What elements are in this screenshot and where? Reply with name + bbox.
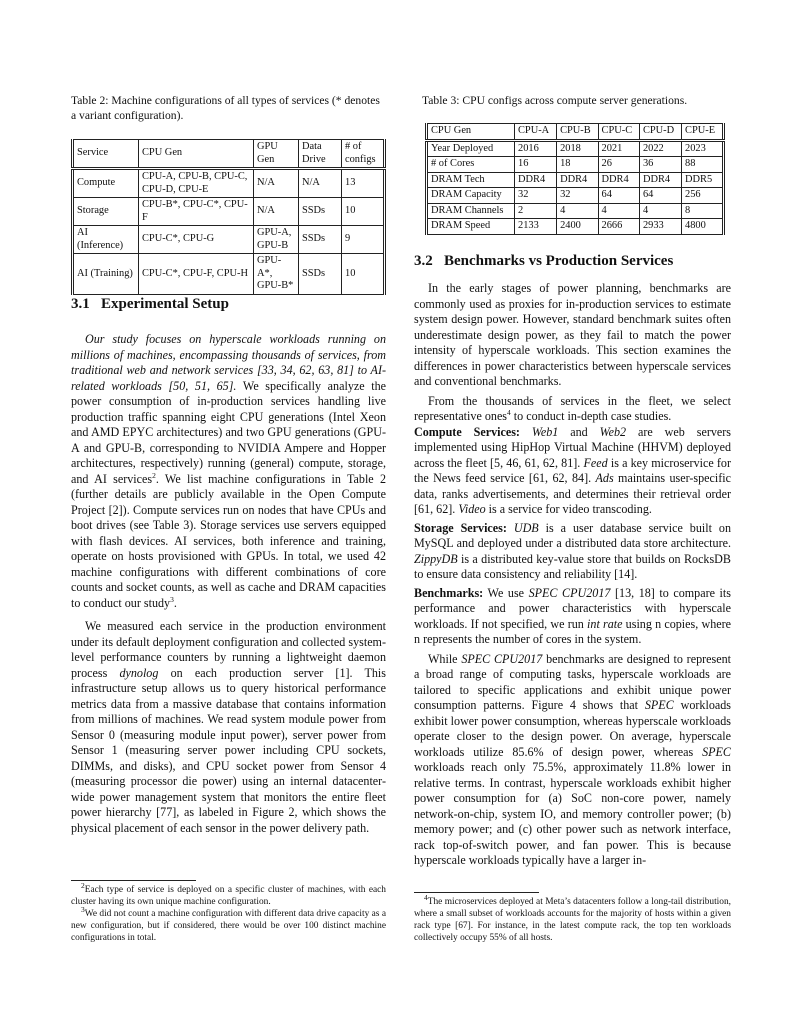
table-cell: N/A: [299, 169, 342, 198]
section-3-2-body: [414, 281, 731, 869]
footnote: [71, 880, 386, 908]
table-cell: 2016: [515, 140, 557, 157]
table-cell: 2133: [515, 219, 557, 235]
table-cell: # of Cores: [427, 157, 515, 173]
italic-text: Our study focuses on hyperscale workloads running on millions of machines, encompassing thousands of services, from traditional web and network services [33, 34, 62, 63, 81] to AI-related workloads [50, 51, 65].: [71, 332, 386, 393]
table-cell: DDR4: [639, 172, 681, 188]
table-cell: 8: [682, 203, 724, 219]
table3-header-cell: CPU-E: [682, 124, 724, 141]
table2-header-cell: Service: [73, 140, 139, 169]
footnote-text: Each type of service is deployed on a specific cluster of machines, with each cluster having its own unique machine configuration.: [71, 885, 386, 907]
paragraph: [71, 332, 386, 611]
table-cell: CPU-A, CPU-B, CPU-C, CPU-D, CPU-E: [139, 169, 254, 198]
italic-text: Feed: [583, 455, 608, 470]
run-in-heading: Storage Services:: [414, 520, 507, 535]
table3-header-cell: CPU-A: [515, 124, 557, 141]
table2-header-row: [73, 140, 385, 169]
table2-header-cell: CPU Gen: [139, 140, 254, 169]
paragraph: [414, 394, 731, 425]
table3-caption: [422, 93, 731, 108]
table-cell: SSDs: [299, 254, 342, 295]
table-cell: 18: [557, 157, 598, 173]
paragraph: [71, 619, 386, 836]
table2-header-cell: # of configs: [342, 140, 385, 169]
italic-text: SPEC CPU2017: [461, 651, 543, 666]
table-cell: DDR4: [598, 172, 639, 188]
table-cell: Storage: [73, 198, 139, 226]
section-title: Experimental Setup: [101, 296, 229, 312]
body-text: . We list machine configurations in Table 2 (further details are publicly available in the Open Compute Project [2]). Compute services run on nodes that have CPUs and boot drives (see Table 3). Storage services use servers equipped with flash devices. AI services, both inference and training, operate on hosts provisioned with GPUs. In total, we used 42 machine configurations with different combinations of core counts and socket counts, as well as cache and DRAM capacities to conduct our study: [71, 471, 387, 610]
body-text: We use: [483, 585, 529, 600]
footnote-rule: [71, 880, 196, 881]
body-text: In the early stages of power planning, benchmarks are commonly used as proxies for in-production services to estimate system design power. However, standard benchmark suites often underestimate design power, as they fail to match the power intensity of hyperscale workloads. This section examines the differences in power characteristics between hyperscale services and conventional benchmarks.: [414, 281, 731, 388]
body-text: are web servers implemented using HipHop Virtual Machine (HHVM) deployed across the fleet [5, 46, 61, 62, 81].: [414, 424, 731, 470]
italic-text: Web1: [531, 424, 559, 439]
footnote-mark: 2: [152, 470, 156, 480]
table-cell: 2: [515, 203, 557, 219]
table-row: [73, 198, 385, 226]
table-cell: N/A: [254, 198, 299, 226]
footnotes-left: [71, 880, 386, 944]
body-text: is a key microservice for the News feed service [61, 62, 84].: [414, 455, 731, 485]
italic-text: SPEC: [644, 698, 674, 712]
italic-text: SPEC: [702, 744, 731, 759]
table-cell: 4: [598, 203, 639, 219]
table3-caption-text: Table 3: CPU configs across compute server generations.: [422, 94, 688, 107]
italic-text: dynolog: [119, 665, 159, 680]
table3-header-row: [427, 124, 724, 141]
italic-text: Ads: [595, 471, 614, 485]
paragraph: [414, 586, 731, 648]
table-cell: 64: [598, 188, 639, 204]
table-cell: 10: [342, 254, 385, 295]
footnotes-right: [414, 892, 731, 944]
section-number: 3.1: [71, 296, 90, 312]
table-cell: Year Deployed: [427, 140, 515, 157]
table-cell: 26: [598, 157, 639, 173]
table3: [425, 123, 725, 235]
table-cell: 16: [515, 157, 557, 173]
table-cell: 2021: [598, 140, 639, 157]
italic-text: Video: [458, 502, 486, 516]
section-title: Benchmarks vs Production Services: [444, 253, 674, 269]
body-text: to conduct in-depth case studies.: [510, 409, 672, 423]
body-text: [13, 18] to compare its performance and power characteristics with hyperscale workloads. If not specified, we run: [414, 585, 731, 631]
footnote-mark: 3: [81, 904, 85, 914]
table-cell: 32: [557, 188, 598, 204]
body-text: on each production server [1]. This infrastructure setup allows us to query historical performance metrics data from a massive database that contains information from millions of machines. We read system module power from Sensor 0 (measuring module input power), server power from Sensor 1 (measuring server power including CPU sockets, DIMMs, and disks), and CPU socket power from Sensor 4 (measuring processor die power) using an internal datacenter-wide power management system that monitors the entire fleet power hierarchy [77], as labeled in Figure 2, which shows the physical placement of each sensor in the power delivery path.: [71, 665, 386, 835]
footnote-mark: 4: [507, 407, 511, 417]
footnote-text: The microservices deployed at Meta’s datacenters follow a long-tail distribution, where a small subset of workloads accounts for the majority of hosts within a given rack type [67]. For instance, in the latest compute rack, the top ten workloads collectively occupy 55% of all hosts.: [414, 897, 731, 943]
footnote-mark: 4: [424, 892, 428, 902]
section-3-1-body: [71, 332, 386, 836]
footnote-mark: 2: [81, 880, 85, 890]
table-cell: CPU-C*, CPU-F, CPU-H: [139, 254, 254, 295]
body-text: workloads reach only 75.5%, approximately 11.8% lower in relative terms. In contrast, hyperscale workloads exhibit higher power consumption for (a) SoC non-core power, namely network-on-chip, system IO, and memory controller power; (b) memory power; and (c) other power such as network interface, rack top-of-switch power, and fan power. This is because hyperscale workloads typically have a larger in-: [414, 760, 731, 867]
table-cell: 2022: [639, 140, 681, 157]
table-cell: GPU-A, GPU-B: [254, 226, 299, 254]
table-cell: 9: [342, 226, 385, 254]
body-text: is a distributed key-value store that builds on RocksDB to ensure data consistency and reliability [14].: [414, 551, 731, 581]
table-cell: GPU-A*, GPU-B*: [254, 254, 299, 295]
paragraph: [414, 521, 731, 583]
table-cell: 4800: [682, 219, 724, 235]
table-cell: DDR4: [557, 172, 598, 188]
table-cell: DDR4: [515, 172, 557, 188]
table-cell: 32: [515, 188, 557, 204]
table-cell: N/A: [254, 169, 299, 198]
footnote: [71, 904, 386, 944]
table-cell: DRAM Speed: [427, 219, 515, 235]
body-text: From the thousands of services in the fleet, we select representative ones: [414, 393, 731, 423]
section-heading-3-1: [71, 296, 229, 313]
footnote: [414, 892, 731, 944]
body-text: We specifically analyze the power consumption of in-production services handling live production traffic spanning eight CPU generations (Intel Xeon and AMD EPYC architectures) and two GPU generations (GPU-A and GPU-B, corresponding to NVIDIA Ampere and Hopper architectures, respectively) running (general) compute, storage, and AI services: [71, 378, 386, 486]
table3-header-cell: CPU-D: [639, 124, 681, 141]
italic-text: SPEC CPU2017: [528, 585, 611, 600]
table-cell: 2933: [639, 219, 681, 235]
table-row: [427, 203, 724, 219]
table-row: [427, 140, 724, 157]
paragraph: [414, 281, 731, 390]
table2-header-cell: Data Drive: [299, 140, 342, 169]
body-text: .: [173, 595, 177, 610]
table2-caption: [71, 93, 386, 123]
table-cell: DRAM Capacity: [427, 188, 515, 204]
table-cell: 4: [557, 203, 598, 219]
paragraph: [414, 652, 731, 869]
table-cell: DRAM Tech: [427, 172, 515, 188]
italic-text: int rate: [587, 616, 623, 631]
body-text: benchmarks are designed to represent a broad range of computing tasks, hyperscale workloads are tailored to specific applications and exhibit unique power consumption patterns. Figure 4 shows that: [414, 651, 731, 712]
table-row: [427, 219, 724, 235]
table-row: [427, 157, 724, 173]
table-cell: 2400: [557, 219, 598, 235]
footnote-text: We did not count a machine configuration with different data drive capacity as a new configuration, but if considered, there would be over 100 distinct machine configurations in total.: [71, 909, 386, 943]
table-cell: 13: [342, 169, 385, 198]
body-text: using n copies, where n represents the number of cores in the system.: [414, 616, 732, 646]
table-row: [73, 226, 385, 254]
table3-header-cell: CPU Gen: [427, 124, 515, 141]
table-row: [73, 254, 385, 295]
table-row: [73, 169, 385, 198]
table2-caption-text: Table 2: Machine configurations of all types of services (* denotes a variant configuration).: [71, 94, 380, 122]
paragraph: [414, 425, 731, 518]
table-cell: 2666: [598, 219, 639, 235]
table3-header-cell: CPU-C: [598, 124, 639, 141]
table-cell: Compute: [73, 169, 139, 198]
italic-text: ZippyDB: [414, 551, 458, 566]
italic-text: Web2: [599, 424, 627, 439]
table-cell: DRAM Channels: [427, 203, 515, 219]
table-cell: DDR5: [682, 172, 724, 188]
table-cell: 10: [342, 198, 385, 226]
section-number: 3.2: [414, 253, 433, 269]
table-cell: 2023: [682, 140, 724, 157]
body-text: and: [558, 424, 600, 439]
body-text: is a user database service built on MySQL and deployed under a distributed data store architecture.: [414, 520, 731, 550]
body-text: workloads exhibit lower power consumption, whereas hyperscale workloads operate closer to the design power. On average, hyperscale workloads utilize 85.6% of design power, whereas: [414, 698, 731, 759]
run-in-heading: Compute Services:: [414, 424, 520, 439]
table-cell: 88: [682, 157, 724, 173]
table-cell: AI (Training): [73, 254, 139, 295]
body-text: While: [428, 651, 462, 666]
body-text: maintains user-specific data, ranks advertisements, and determines their retrieval order [61, 62].: [414, 471, 731, 516]
table-cell: 36: [639, 157, 681, 173]
table2-header-cell: GPU Gen: [254, 140, 299, 169]
table-cell: CPU-C*, CPU-G: [139, 226, 254, 254]
section-heading-3-2: [414, 253, 673, 270]
table-cell: 256: [682, 188, 724, 204]
footnote-mark: 3: [170, 594, 174, 604]
table-cell: SSDs: [299, 226, 342, 254]
table3-header-cell: CPU-B: [557, 124, 598, 141]
italic-text: UDB: [513, 520, 539, 535]
table-row: [427, 172, 724, 188]
run-in-heading: Benchmarks:: [414, 585, 484, 600]
table-cell: CPU-B*, CPU-C*, CPU-F: [139, 198, 254, 226]
table-cell: AI (Inference): [73, 226, 139, 254]
table-cell: 4: [639, 203, 681, 219]
table2: [71, 139, 386, 295]
table-cell: 2018: [557, 140, 598, 157]
footnote-rule: [414, 892, 539, 893]
body-text: We measured each service in the production environment under its default deployment configuration and collected system-level performance counters by running a lightweight daemon process: [71, 619, 386, 680]
table-row: [427, 188, 724, 204]
table-cell: SSDs: [299, 198, 342, 226]
table-cell: 64: [639, 188, 681, 204]
body-text: is a service for video transcoding.: [485, 502, 652, 516]
